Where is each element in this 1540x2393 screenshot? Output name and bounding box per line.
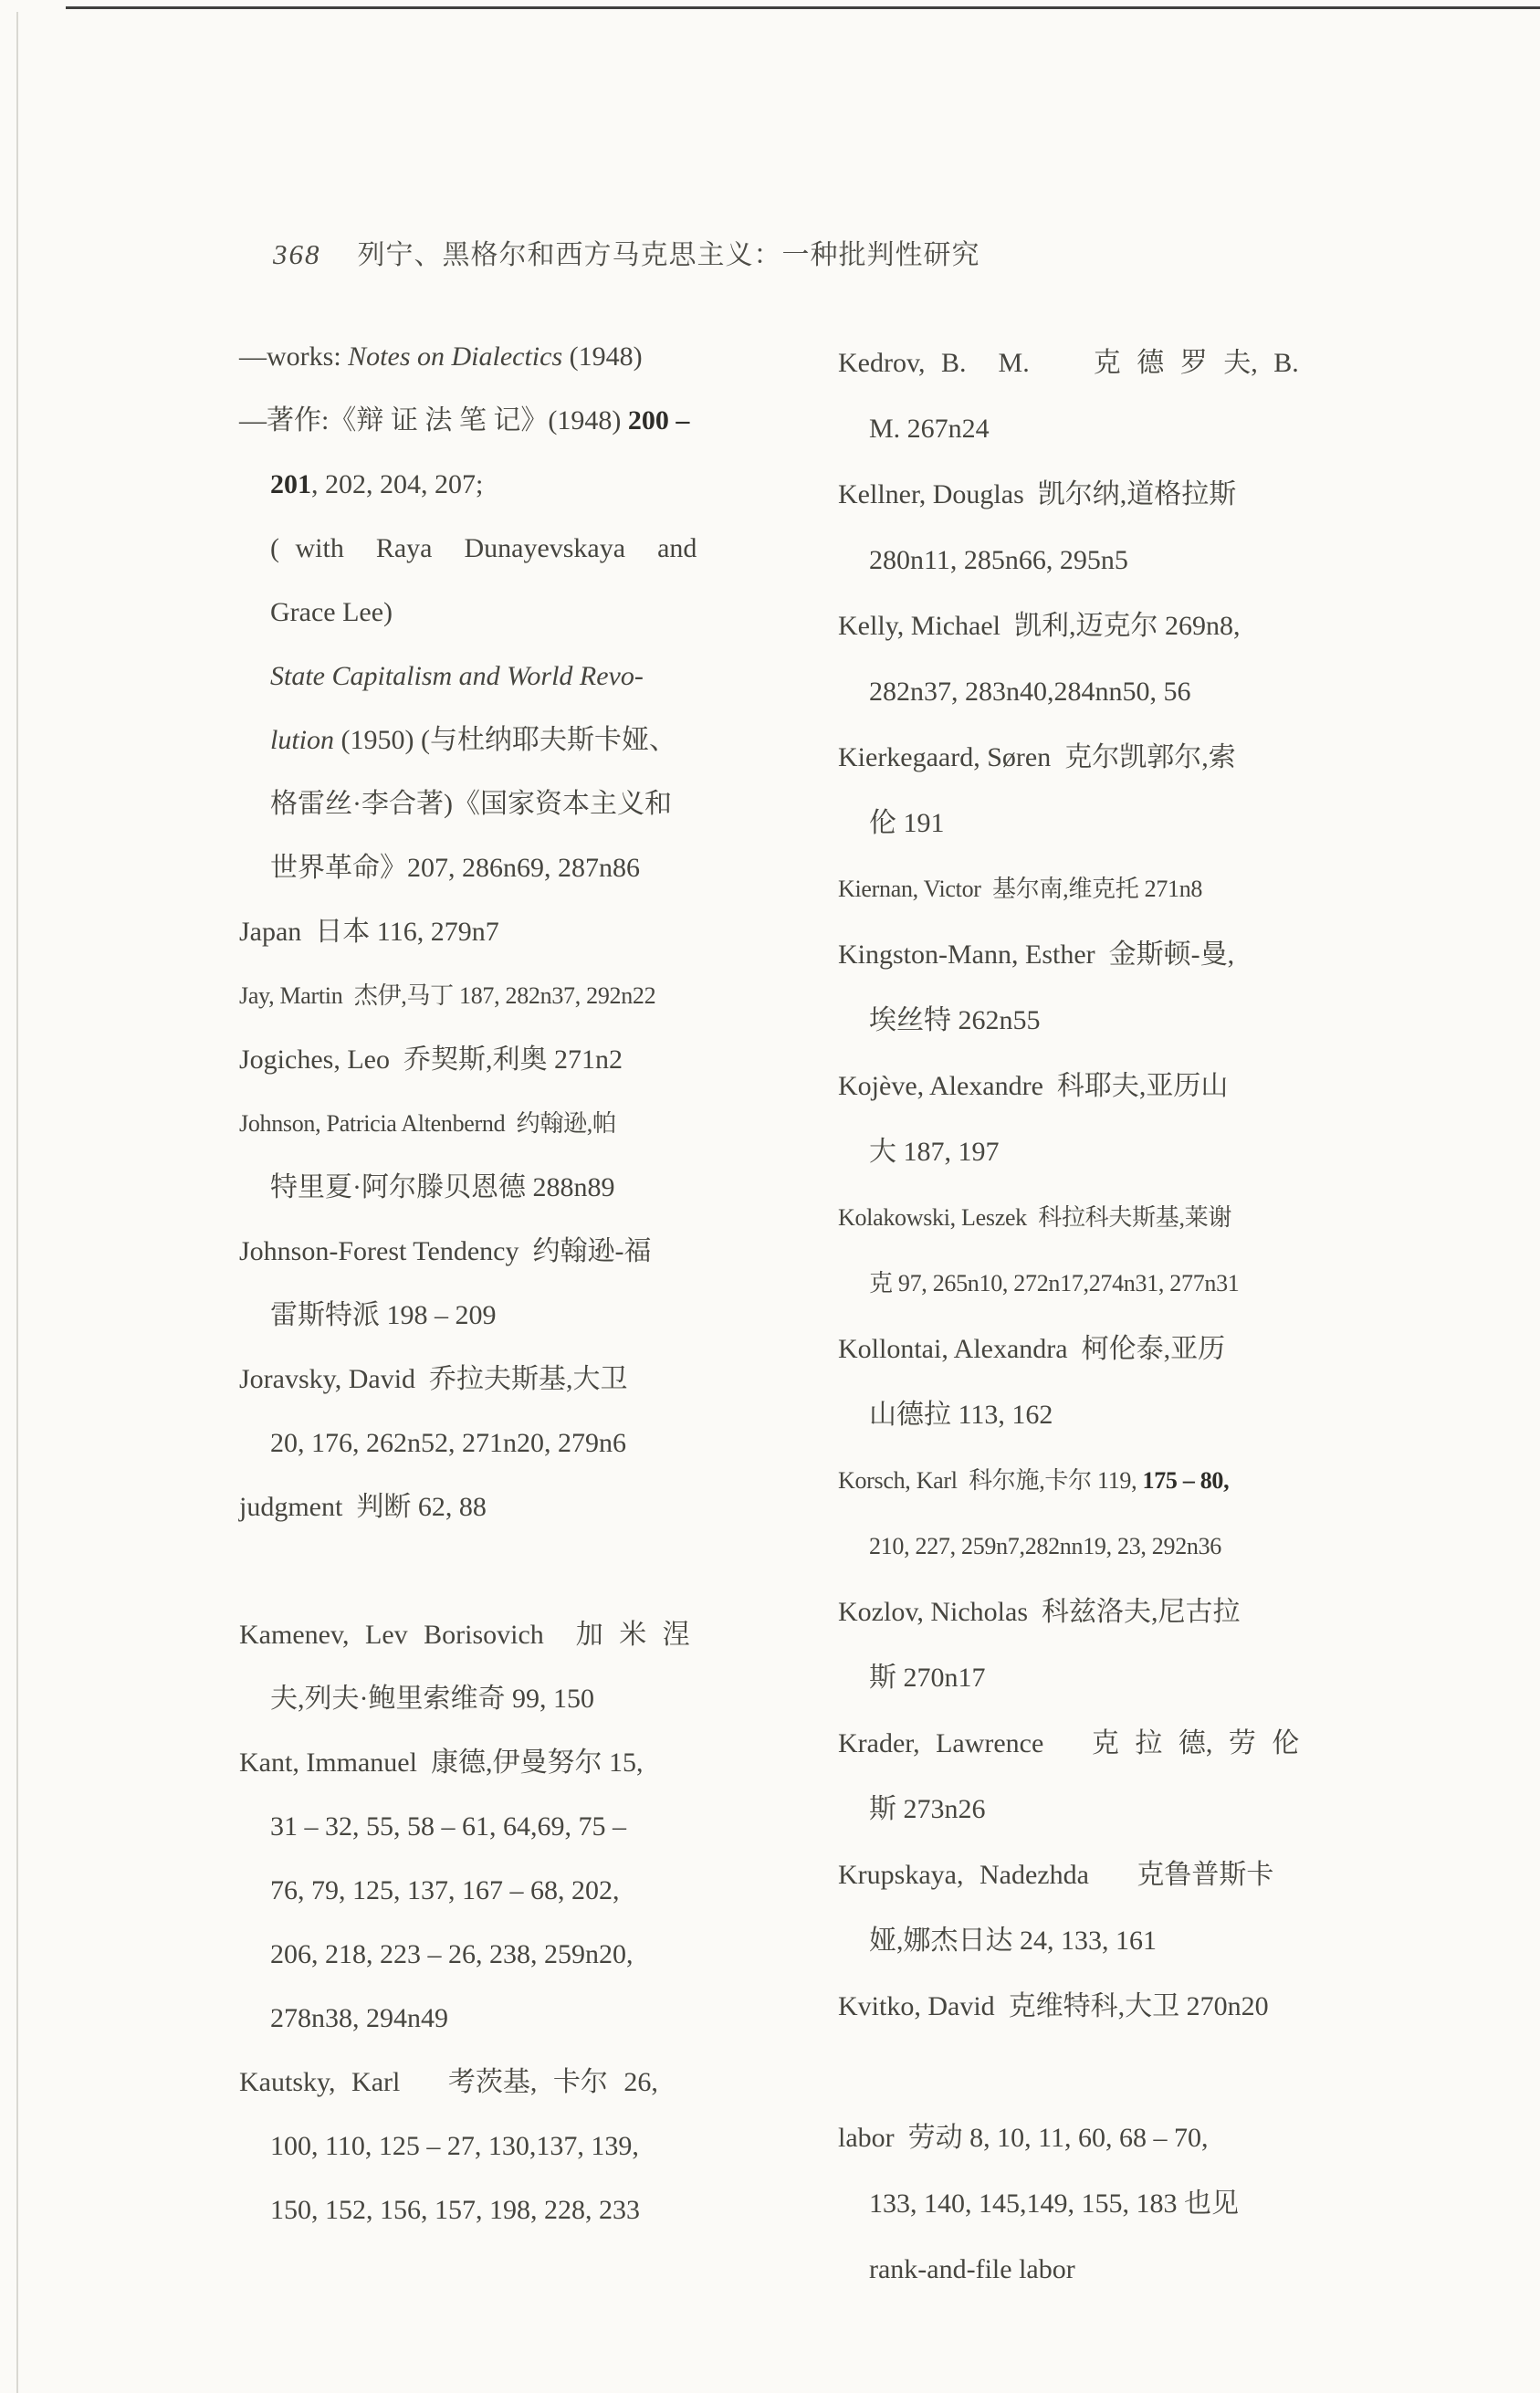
index-line: Johnson-Forest Tendency 约翰逊-福 — [239, 1236, 652, 1266]
index-line: State Capitalism and World Revo- — [270, 661, 644, 691]
index-line: 20, 176, 262n52, 271n20, 279n6 — [270, 1428, 626, 1458]
index-line: 100, 110, 125 – 27, 130,137, 139, — [270, 2131, 639, 2161]
index-line: Jogiches, Leo 乔契斯,利奥 271n2 — [239, 1044, 623, 1075]
index-column-right — [838, 331, 1402, 2303]
index-line: 278n38, 294n49 — [270, 2003, 448, 2033]
index-line: Kedrov, B. M. 克 德 罗 夫, B. — [838, 348, 1299, 378]
running-head — [258, 194, 980, 270]
index-line: Kiernan, Victor 基尔南,维克托 271n8 — [838, 876, 1203, 902]
index-line: Kingston-Mann, Esther 金斯顿-曼, — [838, 939, 1235, 970]
index-line: 282n37, 283n40,284nn50, 56 — [869, 677, 1191, 707]
page-number: 368 — [273, 238, 321, 270]
index-gap — [239, 1539, 803, 1603]
index-line: Kelly, Michael 凯利,迈克尔 269n8, — [838, 611, 1241, 641]
index-line: 夫,列夫·鲍里索维奇 99, 150 — [270, 1684, 594, 1714]
index-line: 31 – 32, 55, 58 – 61, 64,69, 75 – — [270, 1811, 626, 1842]
index-line: Kojève, Alexandre 科耶夫,亚历山 — [838, 1071, 1229, 1101]
index-line: 伦 191 — [869, 808, 945, 838]
index-line: 280n11, 285n66, 295n5 — [869, 545, 1128, 575]
index-line: 山德拉 113, 162 — [869, 1400, 1053, 1430]
index-line: Kozlov, Nicholas 科兹洛夫,尼古拉 — [838, 1597, 1241, 1627]
index-line: labor 劳动 8, 10, 11, 60, 68 – 70, — [838, 2123, 1209, 2153]
index-line: judgment 判断 62, 88 — [239, 1492, 487, 1522]
index-line: 150, 152, 156, 157, 198, 228, 233 — [270, 2195, 640, 2225]
index-line: Kamenev, Lev Borisovich 加 米 涅 — [239, 1620, 690, 1650]
index-line: rank-and-file labor — [869, 2254, 1075, 2284]
index-line: 210, 227, 259n7,282nn19, 23, 292n36 — [869, 1533, 1222, 1559]
running-head-title: 列宁、黑格尔和西方马克思主义：一种批判性研究 — [357, 240, 980, 270]
index-line: 特里夏·阿尔滕贝恩德 288n89 — [270, 1172, 615, 1202]
index-line: —works: Notes on Dialectics (1948) — [239, 341, 643, 372]
page-left-edge-line — [16, 12, 18, 2393]
index-line: 206, 218, 223 – 26, 238, 259n20, — [270, 1939, 634, 1969]
index-line: Krader, Lawrence 克 拉 德, 劳 伦 — [838, 1728, 1300, 1758]
index-line: 76, 79, 125, 137, 167 – 68, 202, — [270, 1875, 620, 1905]
index-line: Johnson, Patricia Altenbernd 约翰逊,帕 — [239, 1110, 616, 1137]
index-line: Kellner, Douglas 凯尔纳,道格拉斯 — [838, 479, 1237, 509]
index-line: Krupskaya, Nadezhda 克鲁普斯卡 — [838, 1860, 1274, 1890]
index-line: 克 97, 265n10, 272n17,274n31, 277n31 — [869, 1270, 1240, 1296]
index-line: —著作:《辩 证 法 笔 记》(1948) 200 – — [239, 405, 690, 436]
index-line: 斯 273n26 — [869, 1794, 986, 1824]
index-line: Kierkegaard, Søren 克尔凯郭尔,索 — [838, 742, 1236, 772]
index-line: Kvitko, David 克维特科,大卫 270n20 — [838, 1991, 1269, 2021]
index-line: 大 187, 197 — [869, 1137, 1000, 1167]
index-line: 201, 202, 204, 207; — [270, 469, 484, 499]
index-line: Grace Lee) — [270, 597, 393, 627]
index-line: Kolakowski, Leszek 科拉科夫斯基,莱谢 — [838, 1204, 1232, 1231]
index-line: Joravsky, David 乔拉夫斯基,大卫 — [239, 1364, 628, 1394]
index-line: 斯 270n17 — [869, 1663, 986, 1693]
index-gap — [838, 2040, 1402, 2105]
index-line: 娅,娜杰日达 24, 133, 161 — [869, 1926, 1157, 1956]
index-line: Kollontai, Alexandra 柯伦泰,亚历 — [838, 1334, 1226, 1364]
index-line: 雷斯特派 198 – 209 — [270, 1300, 497, 1330]
index-line: M. 267n24 — [869, 414, 990, 444]
index-line: Korsch, Karl 科尔施,卡尔 119, 175 – 80, — [838, 1467, 1230, 1494]
index-line: lution (1950) (与杜纳耶夫斯卡娅、 — [270, 725, 676, 755]
index-line: 格雷丝·李合著)《国家资本主义和 — [270, 789, 672, 819]
index-line: Kant, Immanuel 康德,伊曼努尔 15, — [239, 1748, 644, 1778]
index-line: 133, 140, 145,149, 155, 183 也见 — [869, 2188, 1239, 2219]
index-line: ( with Raya Dunayevskaya and — [270, 533, 697, 563]
index-line: Kautsky, Karl 考茨基, 卡尔 26, — [239, 2067, 658, 2097]
index-line: Jay, Martin 杰伊,马丁 187, 282n37, 292n22 — [239, 982, 656, 1009]
page-top-edge-line — [66, 6, 1540, 9]
index-line: Japan 日本 116, 279n7 — [239, 917, 499, 947]
index-column-left — [239, 325, 803, 2242]
index-line: 世界革命》207, 286n69, 287n86 — [270, 853, 640, 883]
index-line: 埃丝特 262n55 — [869, 1005, 1041, 1035]
